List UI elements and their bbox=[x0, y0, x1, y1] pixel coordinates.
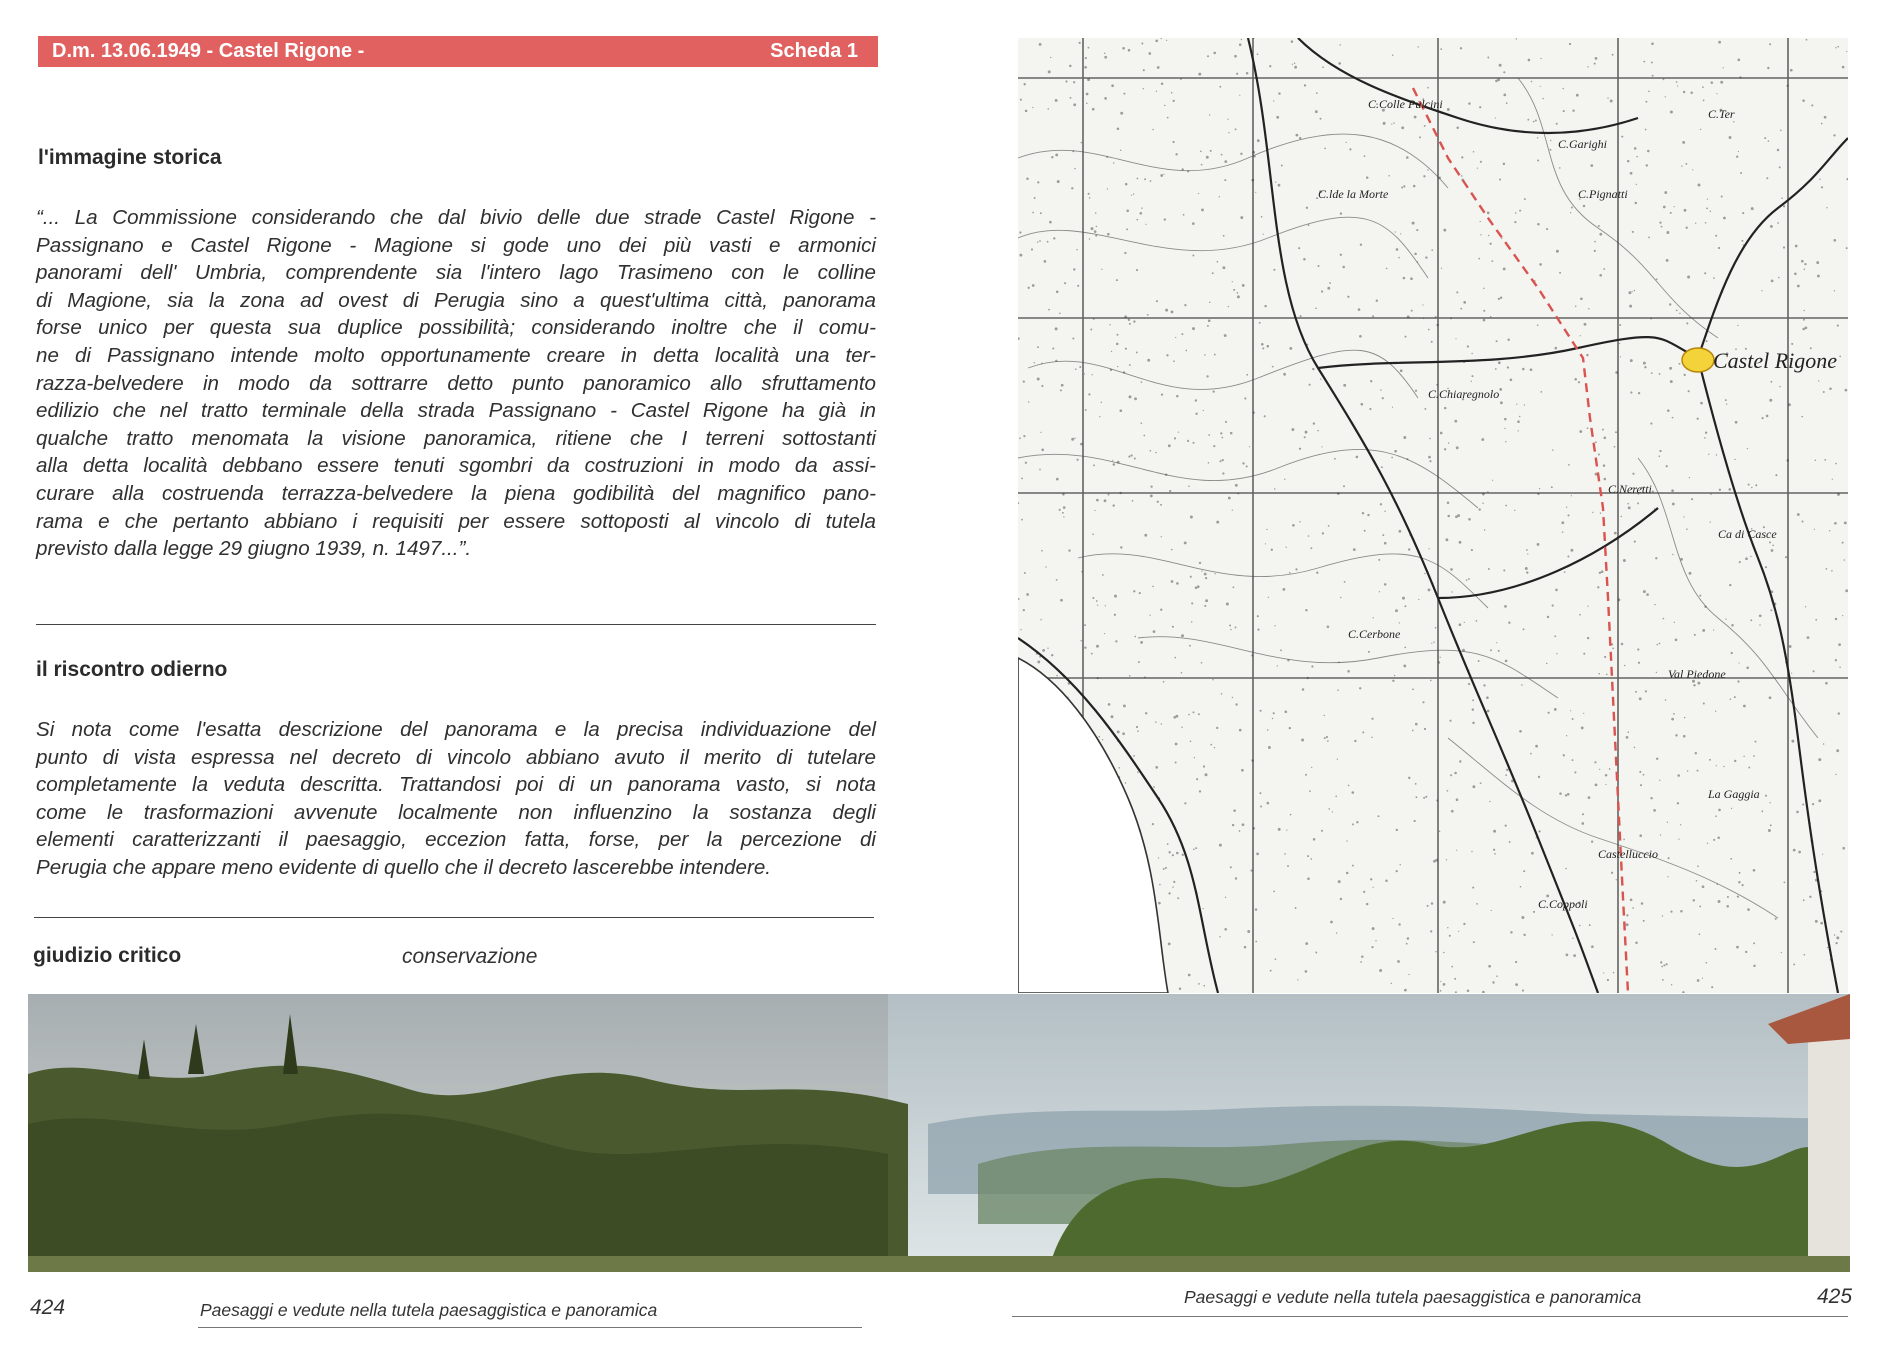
historic-heading: l'immagine storica bbox=[38, 146, 222, 169]
historic-line: curare alla costruenda terrazza-belvedere la piena godibilità del magnifico pano- bbox=[36, 481, 876, 505]
historic-line: ne di Passignano intende molto opportunamente creare in detta località una ter- bbox=[36, 343, 876, 367]
map-place-label: C.Garighi bbox=[1558, 137, 1608, 151]
historic-line: Passignano e Castel Rigone - Magione si gode uno dei più vasti e armonici bbox=[36, 233, 876, 257]
map-place-label: C.lde la Morte bbox=[1318, 187, 1389, 201]
map-town-label: Castel Rigone bbox=[1713, 348, 1838, 373]
map-drawing bbox=[1018, 38, 1848, 993]
judgement-value: conservazione bbox=[402, 945, 538, 968]
panorama-drawing bbox=[28, 994, 1850, 1272]
right-footer-title: Paesaggi e vedute nella tutela paesaggistica e panoramica bbox=[1184, 1287, 1642, 1307]
judgement-heading: giudizio critico bbox=[33, 944, 182, 967]
current-line: Perugia che appare meno evidente di quello che il decreto lascerebbe intendere. bbox=[36, 855, 771, 879]
historic-line: edilizio che nel tratto terminale della strada Passignano - Castel Rigone ha già in bbox=[36, 399, 876, 423]
map-place-label: Ca di Casce bbox=[1718, 527, 1777, 541]
current-text bbox=[36, 716, 876, 882]
footer-rule bbox=[1012, 1316, 1848, 1317]
historic-quote bbox=[36, 204, 876, 563]
current-line: punto di vista espressa nel decreto di vincolo abbiano avuto il merito di tutelare bbox=[36, 745, 876, 769]
map-place-label: C.Ter bbox=[1708, 107, 1735, 121]
historic-line: qualche tratto menomata la visione panoramica, ritiene che I terreni sottostanti bbox=[36, 426, 876, 450]
right-page-number: 425 bbox=[1817, 1285, 1853, 1308]
town-marker bbox=[1682, 348, 1714, 372]
sheet-label: Scheda 1 bbox=[770, 40, 858, 62]
map-place-label: C.Coppoli bbox=[1538, 897, 1588, 911]
historic-line: forse unico per questa sua duplice possibilità; considerando inoltre che il comu- bbox=[36, 316, 876, 340]
historic-map bbox=[1018, 38, 1848, 993]
map-place-label: C.Neretti bbox=[1608, 482, 1652, 496]
historic-line: rama e che pertanto abbiano i requisiti per essere sottoposti al vincolo di tutela bbox=[36, 509, 876, 533]
map-place-label: La Gaggia bbox=[1708, 787, 1760, 801]
map-place-label: Val Piedone bbox=[1668, 667, 1726, 681]
footer-rule bbox=[198, 1327, 862, 1328]
map-place-label: C.Cerbone bbox=[1348, 627, 1401, 641]
current-line: completamente la veduta descritta. Trattandosi poi di un panorama vasto, si nota bbox=[36, 773, 876, 797]
header-bar bbox=[38, 36, 878, 67]
panorama-photo bbox=[28, 994, 1850, 1272]
map-place-label: Castelluccio bbox=[1598, 847, 1658, 861]
historic-line: razza-belvedere in modo da sottrarre detto punto panoramico allo sfruttamento bbox=[36, 371, 876, 395]
map-place-label: C.Chiaregnolo bbox=[1428, 387, 1500, 401]
current-line: Si nota come l'esatta descrizione del panorama e la precisa individuazione del bbox=[36, 718, 876, 741]
historic-line: “... La Commissione considerando che dal bivio delle due strade Castel Rigone - bbox=[36, 206, 876, 229]
historic-line: di Magione, sia la zona ad ovest di Perugia sino a quest'ultima città, panorama bbox=[36, 288, 876, 312]
divider bbox=[36, 624, 876, 625]
divider bbox=[34, 917, 874, 918]
current-line: elementi caratterizzanti il paesaggio, eccezion fatta, forse, per la percezione di bbox=[36, 828, 876, 852]
map-place-label: C.Pignatti bbox=[1578, 187, 1628, 201]
decree-title: D.m. 13.06.1949 - Castel Rigone - bbox=[52, 40, 365, 62]
map-place-label: C.Colle Pulcini bbox=[1368, 97, 1443, 111]
historic-line: previsto dalla legge 29 giugno 1939, n. 1497...”. bbox=[36, 537, 472, 561]
historic-line: alla detta località debbano essere tenuti sgombri da costruzioni in modo da assi- bbox=[36, 454, 876, 478]
current-heading: il riscontro odierno bbox=[36, 658, 228, 681]
left-page-number: 424 bbox=[30, 1296, 66, 1319]
left-footer-title: Paesaggi e vedute nella tutela paesaggistica e panoramica bbox=[200, 1300, 658, 1320]
current-line: come le trasformazioni avvenute localmente non influenzino la sostanza degli bbox=[36, 800, 876, 824]
historic-line: panorami dell' Umbria, comprendente sia l'intero lago Trasimeno con le colline bbox=[36, 261, 876, 285]
